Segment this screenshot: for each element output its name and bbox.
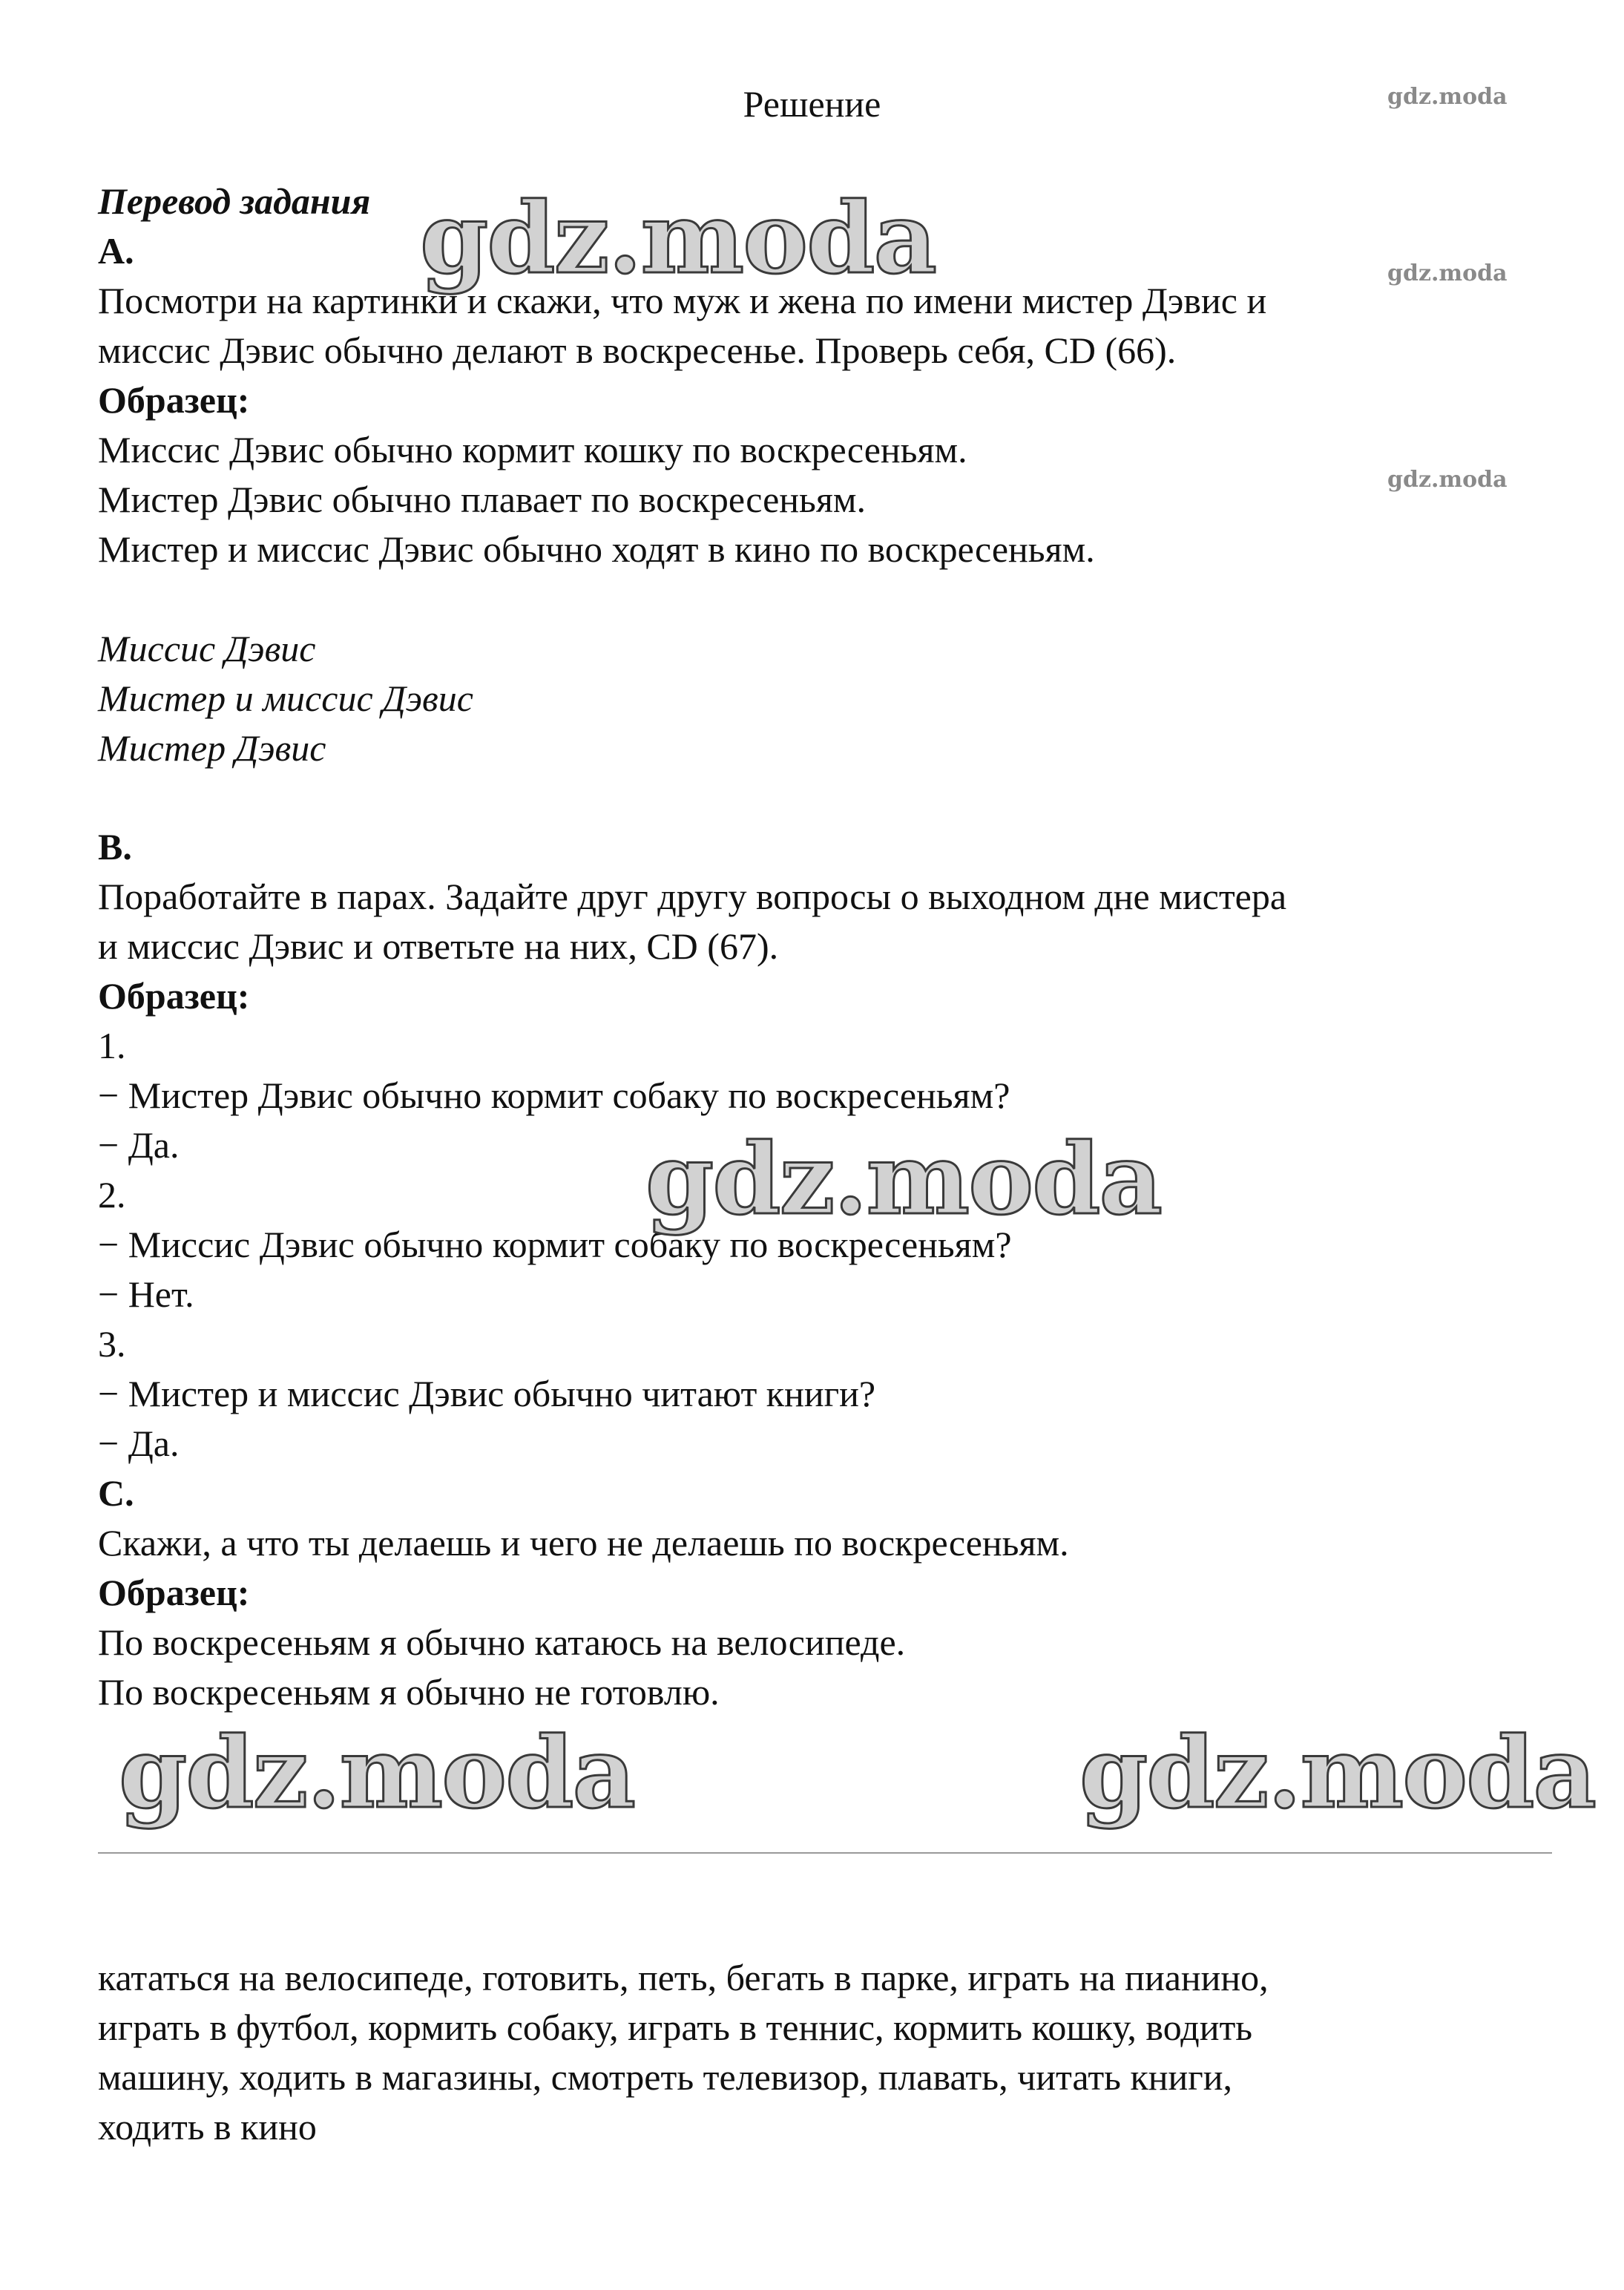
section-a-example: Миссис Дэвис обычно кормит кошку по воскресеньям. (98, 429, 967, 470)
translation-heading: Перевод задания (98, 180, 371, 222)
section-b (98, 822, 1552, 1717)
dialogue-answer: − Да. (98, 1124, 180, 1166)
section-b-instruction-line: и миссис Дэвис и ответьте на них, CD (67). (98, 925, 779, 967)
section-a-instruction-line: Посмотри на картинки и скажи, что муж и жена по имени мистер Дэвис и (98, 280, 1267, 321)
section-c-example: По воскресеньям я обычно катаюсь на велосипеде. (98, 1621, 906, 1663)
watermark-logo: gdz.moda (645, 1122, 1162, 1237)
dialogue-number: 1. (98, 1025, 126, 1066)
section-a-example-label: Образец: (98, 379, 250, 421)
watermark-small: gdz.moda (1387, 84, 1508, 110)
word-bank-line: машину, ходить в магазины, смотреть телевизор, плавать, читать книги, (98, 2056, 1233, 2098)
section-a-example: Мистер Дэвис обычно плавает по воскресеньям. (98, 479, 866, 520)
section-b-example-label: Образец: (98, 975, 250, 1017)
section-c-example-label: Образец: (98, 1572, 250, 1613)
section-a-example: Мистер и миссис Дэвис обычно ходят в кино по воскресеньям. (98, 528, 1095, 570)
watermark-small: gdz.moda (1387, 467, 1508, 493)
watermark-logo: gdz.moda (420, 181, 936, 296)
section-c-label: C. (98, 1472, 134, 1514)
watermark-logo: gdz.moda (119, 1716, 635, 1831)
divider (98, 1852, 1552, 1854)
dialogue-number: 2. (98, 1174, 126, 1215)
page-title: Решение (743, 83, 881, 125)
picture-label: Мистер Дэвис (98, 727, 326, 769)
section-b-label: B. (98, 826, 132, 867)
watermark-logo: gdz.moda (1079, 1716, 1596, 1831)
dialogue-answer: − Да. (98, 1423, 180, 1464)
dialogue-number: 3. (98, 1323, 126, 1365)
section-c-instruction: Скажи, а что ты делаешь и чего не делаешь по воскресеньям. (98, 1522, 1069, 1564)
dialogue-question: − Миссис Дэвис обычно кормит собаку по воскресеньям? (98, 1224, 1012, 1265)
picture-label: Миссис Дэвис (98, 628, 316, 669)
picture-label: Мистер и миссис Дэвис (98, 678, 473, 719)
section-a-instruction-line: миссис Дэвис обычно делают в воскресенье. Проверь себя, CD (66). (98, 329, 1177, 371)
dialogue-question: − Мистер и миссис Дэвис обычно читают книги? (98, 1373, 876, 1414)
word-bank (98, 1953, 1552, 2152)
word-bank-line: кататься на велосипеде, готовить, петь, бегать в парке, играть на пианино, (98, 1957, 1269, 1998)
section-b-instruction-line: Поработайте в парах. Задайте друг другу вопросы о выходном дне мистера (98, 876, 1287, 917)
dialogue-question: − Мистер Дэвис обычно кормит собаку по воскресеньям? (98, 1075, 1010, 1116)
word-bank-line: ходить в кино (98, 2106, 317, 2148)
watermark-small: gdz.moda (1387, 260, 1508, 286)
section-a-label: A. (98, 230, 134, 272)
word-bank-line: играть в футбол, кормить собаку, играть в теннис, кормить кошку, водить (98, 2007, 1253, 2048)
dialogue-answer: − Нет. (98, 1273, 194, 1315)
section-c-example: По воскресеньям я обычно не готовлю. (98, 1671, 720, 1713)
